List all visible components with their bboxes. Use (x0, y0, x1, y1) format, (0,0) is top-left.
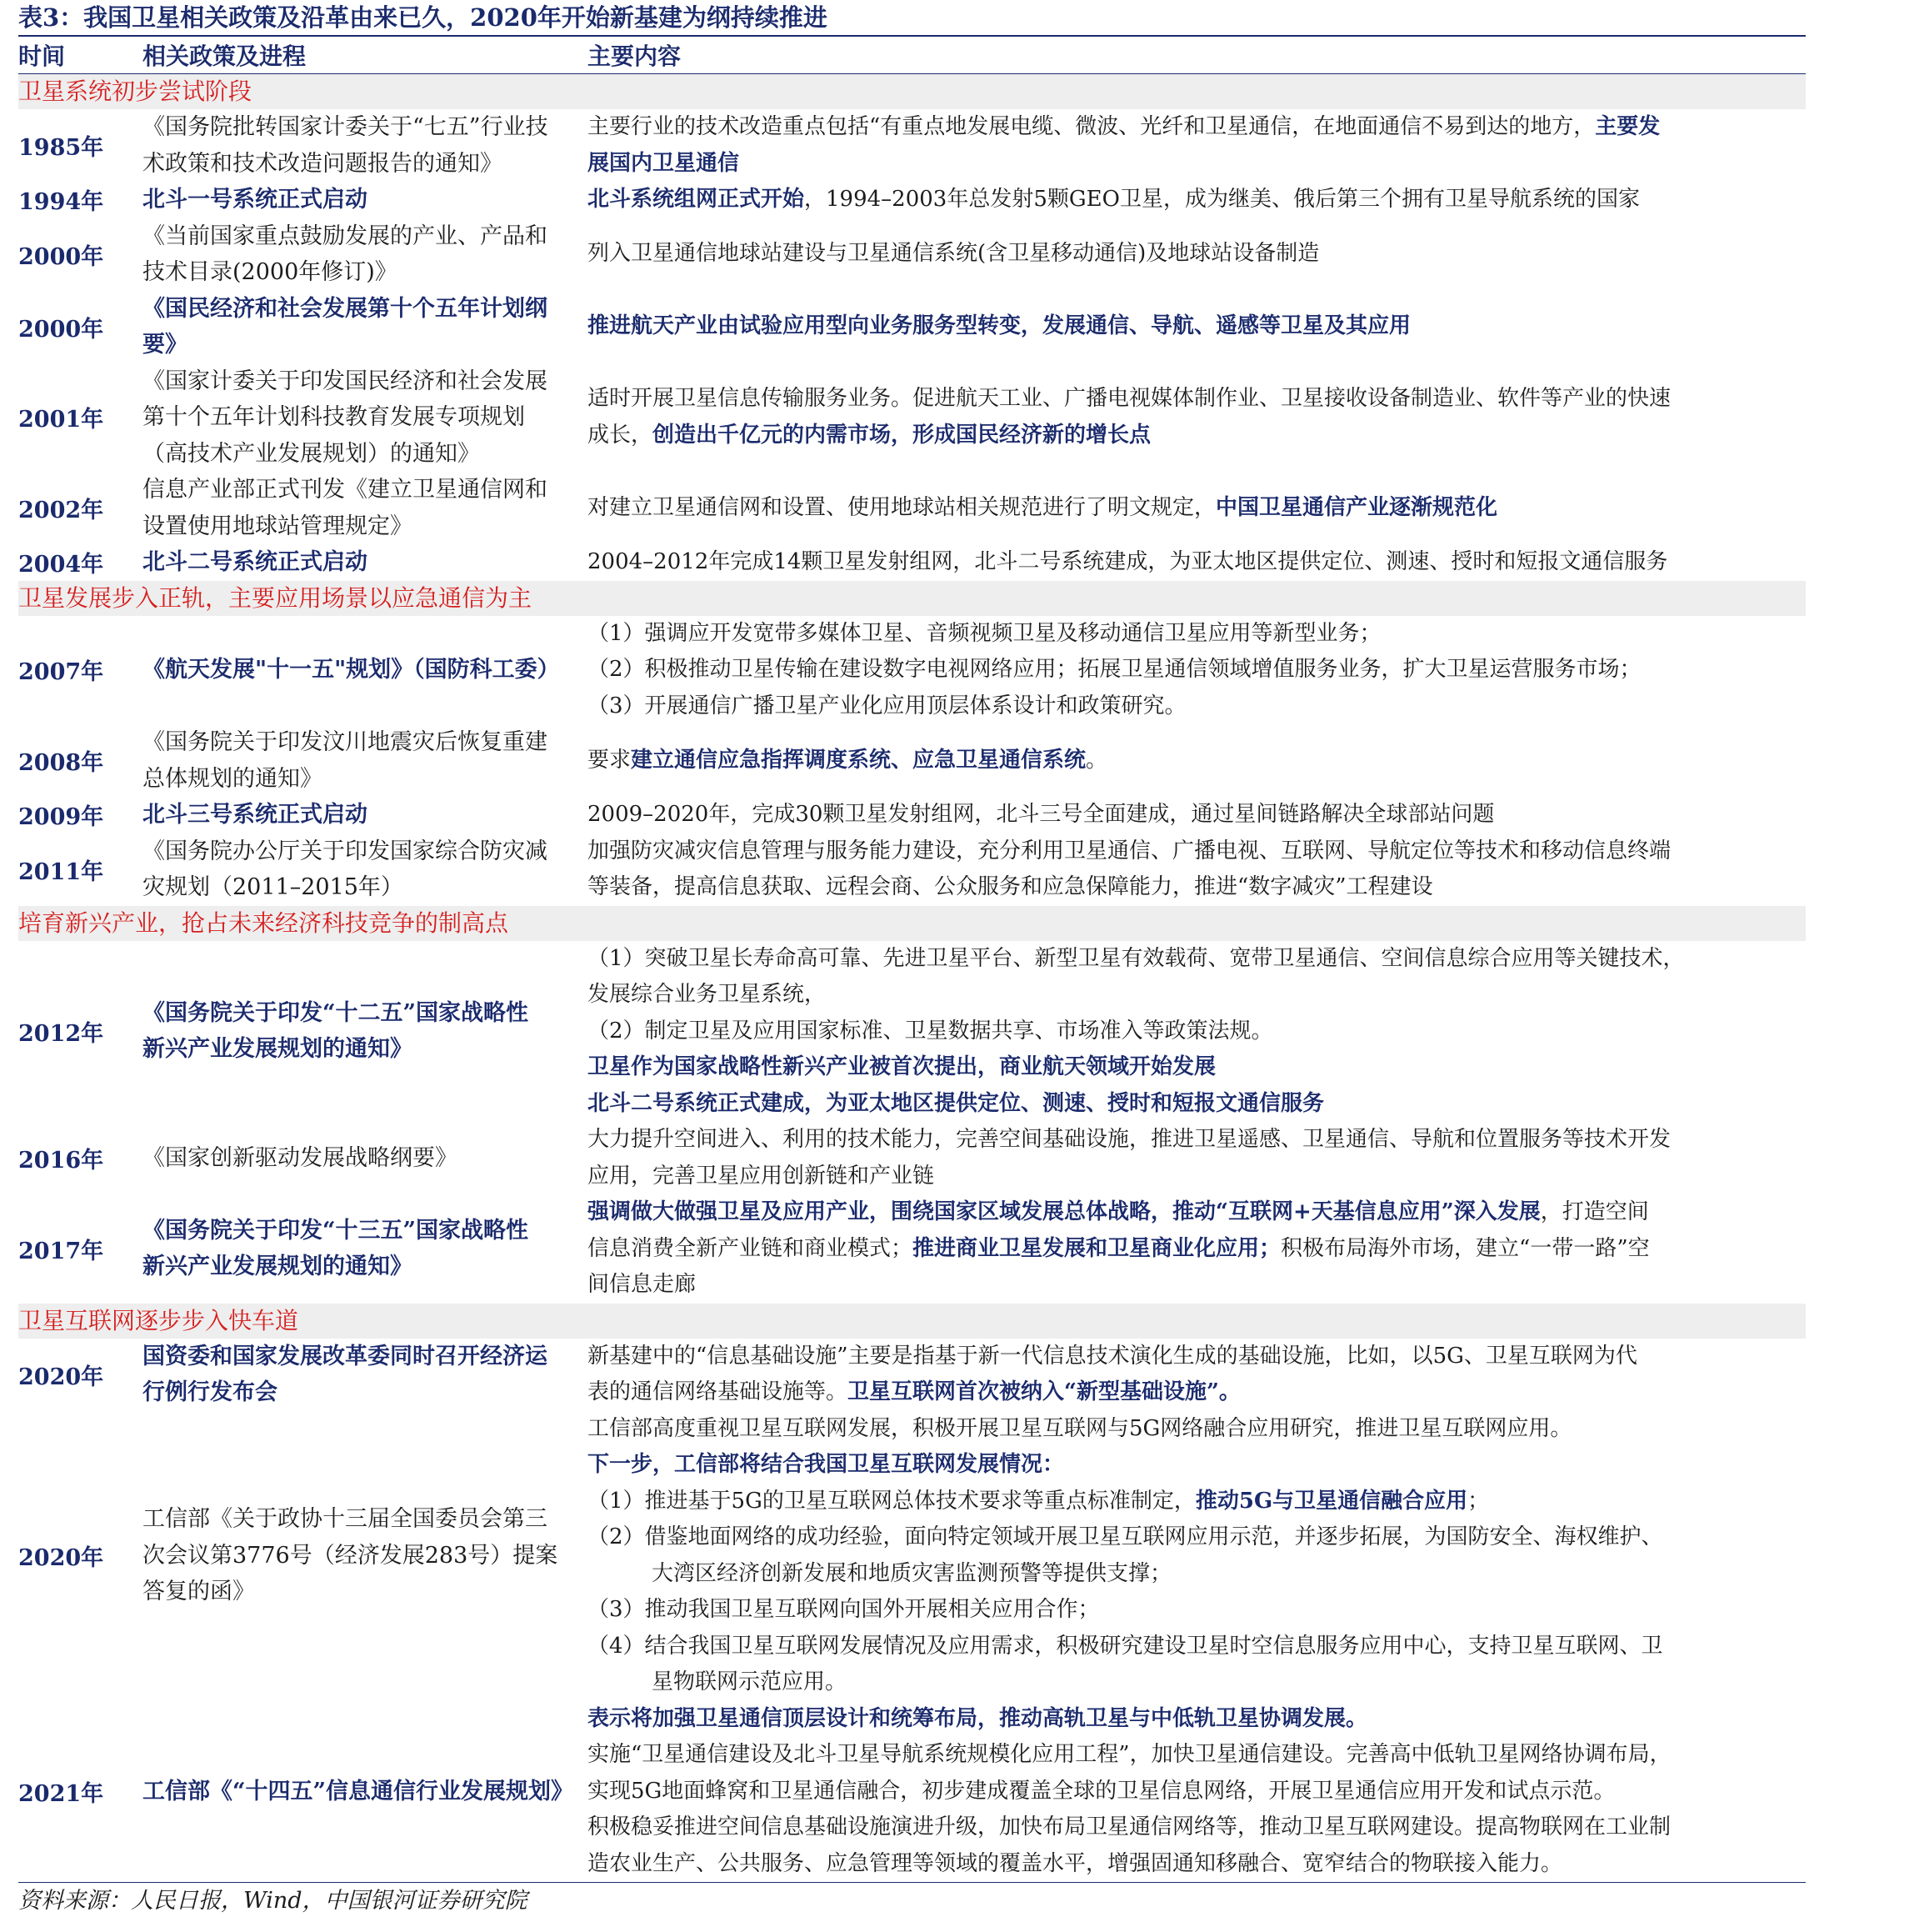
policy-line: 《国务院批转国家计委关于“七五”行业技 (142, 114, 548, 140)
table-row (18, 797, 1806, 833)
year-cell: 1985年 (18, 135, 104, 161)
col-header-content: 主要内容 (587, 43, 682, 70)
content-cell (587, 109, 1806, 182)
policy-line: 新兴产业发展规划的通知》 (142, 1254, 412, 1280)
content-line (587, 182, 1806, 218)
table-row (18, 1339, 1806, 1411)
policy-line: 《国民经济和社会发展第十个五年计划纲 (142, 295, 547, 322)
content-line (587, 381, 1806, 418)
source-note: 资料来源：人民日报，Wind，中国银河证券研究院 (18, 1888, 527, 1914)
content-cell (587, 1122, 1806, 1194)
table-row (18, 1122, 1806, 1194)
content-line (587, 1411, 1806, 1448)
table-row (18, 616, 1806, 725)
highlight-text: 推进商业卫星发展和卫星商业化应用； (912, 1235, 1282, 1261)
highlight-text: 展国内卫星通信 (587, 150, 740, 176)
policy-line: 《国务院办公厅关于印发国家综合防灾减 (142, 838, 547, 864)
table-row (18, 941, 1806, 1123)
policy-table (18, 0, 1806, 1919)
year-cell: 2000年 (18, 243, 104, 270)
year-cell: 2004年 (18, 552, 104, 578)
year-cell: 2008年 (18, 750, 104, 776)
content-line (587, 1629, 1806, 1665)
table-row (18, 1701, 1806, 1883)
policy-line: 工信部《关于政协十三届全国委员会第三 (142, 1506, 547, 1533)
policy-line: 答复的函》 (142, 1579, 255, 1605)
content-text: 2009–2020年，完成30颗卫星发射组网，北斗三号全面建成，通过星间链路解决全球部站问题 (587, 802, 1495, 827)
content-text: （4）结合我国卫星互联网发展情况及应用需求，积极研究建设卫星时空信息服务应用中心，支持卫星互联网、卫 (587, 1633, 1663, 1659)
content-text: 信息消费全新产业链和商业模式； (587, 1235, 913, 1261)
policy-cell (142, 1501, 587, 1610)
content-cell (587, 743, 1806, 779)
content-text: 发展综合业务卫星系统， (587, 982, 827, 1007)
content-text: 积极稳妥推进空间信息基础设施演进升级，加快布局卫星通信网络等，推动卫星互联网建设。提高物联网在工业制 (587, 1814, 1672, 1839)
content-text: 表的通信网络基础设施等。 (587, 1379, 848, 1404)
content-line (587, 544, 1806, 581)
content-line (587, 1592, 1806, 1629)
content-cell (587, 797, 1806, 833)
content-line (587, 1267, 1806, 1304)
content-line (587, 869, 1806, 906)
content-text: ，打造空间 (1540, 1199, 1649, 1224)
content-text: 造农业生产、公共服务、应急管理等领域的覆盖水平，增强固通知移融合、宽窄结合的物联接入能力。 (587, 1850, 1563, 1876)
policy-cell (142, 995, 587, 1068)
content-text: 实现5G地面蜂窝和卫星通信融合，初步建成覆盖全球的卫星信息网络，开展卫星通信应用开发和试点示范。 (587, 1778, 1616, 1804)
content-text: 工信部高度重视卫星互联网发展，积极开展卫星互联网与5G网络融合应用研究，推进卫星互联网应用。 (587, 1415, 1572, 1441)
content-text: （3）推动我国卫星互联网向国外开展相关应用合作； (587, 1597, 1100, 1622)
policy-line: 《国务院关于印发汶川地震灾后恢复重建 (142, 729, 547, 755)
col-header-policy: 相关政策及进程 (142, 43, 307, 70)
policy-cell (142, 363, 587, 473)
policy-line: 灾规划（2011–2015年） (142, 874, 403, 900)
year-cell: 2009年 (18, 804, 104, 831)
content-line (587, 1122, 1806, 1159)
content-line (587, 1194, 1806, 1231)
policy-cell (142, 1774, 587, 1810)
content-line (587, 308, 1806, 345)
policy-line: 信息产业部正式刊发《建立卫星通信网和 (142, 477, 547, 503)
table-row (18, 182, 1806, 218)
content-cell (587, 381, 1806, 453)
highlight-text: 建立通信应急指挥调度系统、应急卫星通信系统 (631, 747, 1087, 773)
table-row (18, 472, 1806, 544)
year-cell: 2021年 (18, 1780, 104, 1807)
content-text: （3）开展通信广播卫星产业化应用顶层体系设计和政策研究。 (587, 693, 1187, 718)
content-text: 2004–2012年完成14颗卫星发射组网，北斗二号系统建成，为亚太地区提供定位、测速、授时和短报文通信服务 (587, 549, 1668, 574)
year-cell: 1994年 (18, 189, 104, 216)
highlight-text: 强调做大做强卫星及应用产业，围绕国家区域发展总体战略，推动“互联网+天基信息应用”深入发展 (587, 1199, 1541, 1224)
highlight-text: 创造出千亿元的内需市场，形成国民经济新的增长点 (652, 422, 1152, 448)
policy-line: 第十个五年计划科技教育发展专项规划 (142, 404, 525, 430)
highlight-text: 主要发 (1595, 114, 1661, 139)
policy-line: 北斗三号系统正式启动 (142, 802, 367, 828)
policy-cell (142, 291, 587, 363)
content-text: （2）借鉴地面网络的成功经验，面向特定领域开展卫星互联网应用示范，并逐步拓展，为国防安全、海权维护、 (587, 1524, 1663, 1549)
content-line (587, 1484, 1806, 1520)
section-heading: 培育新兴产业，抢占未来经济科技竞争的制高点 (18, 906, 1806, 941)
highlight-text: 卫星互联网首次被纳入“新型基础设施”。 (847, 1379, 1241, 1404)
table-header (18, 37, 1806, 73)
policy-cell (142, 1213, 587, 1285)
col-header-time: 时间 (18, 43, 66, 70)
content-text: 对建立卫星通信网和设置、使用地球站相关规范进行了明文规定， (587, 494, 1217, 520)
content-line (587, 490, 1806, 527)
year-cell: 2020年 (18, 1364, 104, 1390)
content-line (587, 977, 1806, 1014)
policy-line: 《航天发展"十一五"规划》（国防科工委） (142, 657, 560, 683)
content-line (587, 616, 1806, 653)
content-line (587, 146, 1806, 183)
highlight-text: 表示将加强卫星通信顶层设计和统筹布局，推动高轨卫星与中低轨卫星协调发展。 (587, 1705, 1368, 1731)
content-line (587, 1339, 1806, 1375)
policy-line: 国资委和国家发展改革委同时召开经济运 (142, 1343, 547, 1369)
content-line (587, 1846, 1806, 1883)
content-text: 。 (1086, 747, 1108, 773)
content-text: 积极布局海外市场，建立“一带一路”空 (1281, 1235, 1650, 1261)
policy-line: 工信部《“十四五”信息通信行业发展规划》 (142, 1778, 574, 1804)
policy-cell (142, 1339, 587, 1411)
policy-cell (142, 724, 587, 797)
policy-cell (142, 182, 587, 218)
content-text: ； (1467, 1488, 1490, 1514)
content-cell (587, 544, 1806, 581)
policy-line: 北斗一号系统正式启动 (142, 187, 367, 213)
content-line (587, 797, 1806, 833)
content-line (587, 833, 1806, 870)
content-line (587, 1014, 1806, 1050)
policy-cell (142, 1140, 587, 1177)
highlight-text: 推进航天产业由试验应用型向业务服务型转变，发展通信、导航、遥感等卫星及其应用 (587, 313, 1412, 339)
content-line (587, 1086, 1806, 1123)
content-cell (587, 1411, 1806, 1701)
policy-cell (142, 109, 587, 182)
content-text: 大湾区经济创新发展和地质灾害监测预警等提供支撑； (652, 1560, 1172, 1586)
policy-line: 《当前国家重点鼓励发展的产业、产品和 (142, 223, 547, 249)
table-row (18, 833, 1806, 906)
content-text: 等装备，提高信息获取、远程会商、公众服务和应急保障能力，推进“数字减灾”工程建设 (587, 874, 1433, 899)
year-cell: 2001年 (18, 407, 104, 433)
policy-cell (142, 797, 587, 833)
content-line (587, 1737, 1806, 1774)
content-line (587, 418, 1806, 454)
table-row (18, 109, 1806, 182)
year-cell: 2020年 (18, 1545, 104, 1571)
section-heading: 卫星系统初步尝试阶段 (18, 74, 1806, 109)
content-line (587, 109, 1806, 146)
policy-cell (142, 833, 587, 906)
year-cell: 2011年 (18, 858, 104, 885)
content-text: 实施“卫星通信建设及北斗卫星导航系统规模化应用工程”，加快卫星通信建设。完善高中低轨卫星网络协调布局， (587, 1742, 1672, 1767)
table-row (18, 363, 1806, 473)
highlight-text: 北斗二号系统正式建成，为亚太地区提供定位、测速、授时和短报文通信服务 (587, 1090, 1325, 1116)
content-line (587, 652, 1806, 688)
content-line (587, 1519, 1806, 1556)
table-row (18, 1411, 1806, 1701)
policy-line: 新兴产业发展规划的通知》 (142, 1036, 412, 1063)
year-cell: 2000年 (18, 316, 104, 343)
content-line (587, 1809, 1806, 1846)
content-line (587, 1664, 1806, 1701)
policy-cell (142, 472, 587, 544)
policy-line: 北斗二号系统正式启动 (142, 549, 367, 575)
policy-line: 次会议第3776号（经济发展283号）提案 (142, 1542, 558, 1569)
content-text: （1）突破卫星长寿命高可靠、先进卫星平台、新型卫星有效载荷、宽带卫星通信、空间信息综合应用等关键技术， (587, 945, 1685, 971)
section-heading: 卫星发展步入正轨，主要应用场景以应急通信为主 (18, 581, 1806, 616)
table-row (18, 724, 1806, 797)
content-text: （2）制定卫星及应用国家标准、卫星数据共享、市场准入等政策法规。 (587, 1018, 1273, 1044)
content-text: 成长， (587, 422, 653, 448)
highlight-text: 北斗系统组网正式开始 (587, 187, 805, 212)
policy-line: 要》 (142, 332, 187, 358)
content-cell (587, 236, 1806, 273)
content-text: 要求 (587, 747, 632, 773)
content-text: 适时开展卫星信息传输服务业务。促进航天工业、广播电视媒体制作业、卫星接收设备制造业、软件等产业的快速 (587, 386, 1672, 412)
policy-cell (142, 544, 587, 581)
highlight-text: 卫星作为国家战略性新兴产业被首次提出，商业航天领域开始发展 (587, 1054, 1217, 1079)
year-cell: 2007年 (18, 659, 104, 686)
highlight-text: 下一步，工信部将结合我国卫星互联网发展情况： (587, 1452, 1065, 1477)
table-row (18, 291, 1806, 363)
content-text: 大力提升空间进入、利用的技术能力，完善空间基础设施，推进卫星遥感、卫星通信、导航和位置服务等技术开发 (587, 1127, 1672, 1152)
content-text: （1）推进基于5G的卫星互联网总体技术要求等重点标准制定， (587, 1488, 1196, 1514)
content-text: 新基建中的“信息基础设施”主要是指基于新一代信息技术演化生成的基础设施，比如，以5G、卫星互联网为代 (587, 1343, 1637, 1369)
content-cell (587, 1194, 1806, 1304)
content-cell (587, 1701, 1806, 1883)
content-text: （1）强调应开发宽带多媒体卫星、音频视频卫星及移动通信卫星应用等新型业务； (587, 620, 1382, 646)
content-line (587, 1774, 1806, 1810)
content-line (587, 941, 1806, 978)
content-line (587, 1374, 1806, 1411)
content-line (587, 236, 1806, 273)
content-text: 间信息走廊 (587, 1272, 697, 1297)
content-text: 主要行业的技术改造重点包括“有重点地发展电缆、微波、光纤和卫星通信，在地面通信不易到达的地方， (587, 114, 1596, 139)
content-line (587, 1049, 1806, 1086)
table-row (18, 544, 1806, 581)
content-text: 列入卫星通信地球站建设与卫星通信系统(含卫星移动通信)及地球站设备制造 (587, 241, 1320, 267)
content-text: 应用，完善卫星应用创新链和产业链 (587, 1163, 935, 1189)
content-line (587, 1231, 1806, 1268)
content-line (587, 688, 1806, 725)
policy-line: 《国家创新驱动发展战略纲要》 (142, 1144, 457, 1171)
table-row (18, 1194, 1806, 1304)
table-title: 表3：我国卫星相关政策及沿革由来已久，2020年开始新基建为纲持续推进 (18, 3, 827, 32)
policy-line: （高技术产业发展规划）的通知》 (142, 440, 480, 467)
content-text: ，1994–2003年总发射5颗GEO卫星，成为继美、俄后第三个拥有卫星导航系统的国家 (804, 187, 1640, 212)
content-line (587, 743, 1806, 779)
highlight-text: 中国卫星通信产业逐渐规范化 (1216, 494, 1498, 520)
policy-line: 《国务院关于印发“十三五”国家战略性 (142, 1217, 529, 1244)
policy-line: 行例行发布会 (142, 1379, 277, 1405)
table-body (18, 74, 1806, 1882)
year-cell: 2017年 (18, 1238, 104, 1264)
policy-line: 《国家计委关于印发国民经济和社会发展 (142, 368, 547, 394)
policy-cell (142, 652, 587, 688)
policy-line: 《国务院关于印发“十二五”国家战略性 (142, 999, 529, 1026)
content-cell (587, 182, 1806, 218)
content-cell (587, 941, 1806, 1123)
content-text: 星物联网示范应用。 (652, 1669, 847, 1694)
content-cell (587, 616, 1806, 725)
year-cell: 2002年 (18, 498, 104, 523)
policy-line: 总体规划的通知》 (142, 765, 322, 792)
policy-line: 术政策和技术改造问题报告的通知》 (142, 150, 502, 177)
year-cell: 2016年 (18, 1148, 104, 1174)
year-cell: 2012年 (18, 1020, 104, 1047)
policy-line: 设置使用地球站管理规定》 (142, 513, 412, 539)
content-line (587, 1159, 1806, 1195)
policy-line: 技术目录(2000年修订)》 (142, 259, 397, 285)
content-line (587, 1701, 1806, 1738)
section-heading: 卫星互联网逐步步入快车道 (18, 1304, 1806, 1339)
content-cell (587, 833, 1806, 906)
content-line (587, 1556, 1806, 1593)
content-cell (587, 1339, 1806, 1411)
content-cell (587, 490, 1806, 527)
highlight-text: 推动5G与卫星通信融合应用 (1195, 1488, 1468, 1514)
table-row (18, 218, 1806, 291)
content-cell (587, 308, 1806, 345)
policy-cell (142, 218, 587, 291)
content-line (587, 1447, 1806, 1484)
content-text: 加强防灾减灾信息管理与服务能力建设，充分利用卫星通信、广播电视、互联网、导航定位等技术和移动信息终端 (587, 838, 1672, 863)
content-text: （2）积极推动卫星传输在建设数字电视网络应用；拓展卫星通信领域增值服务业务，扩大卫星运营服务市场； (587, 657, 1642, 682)
